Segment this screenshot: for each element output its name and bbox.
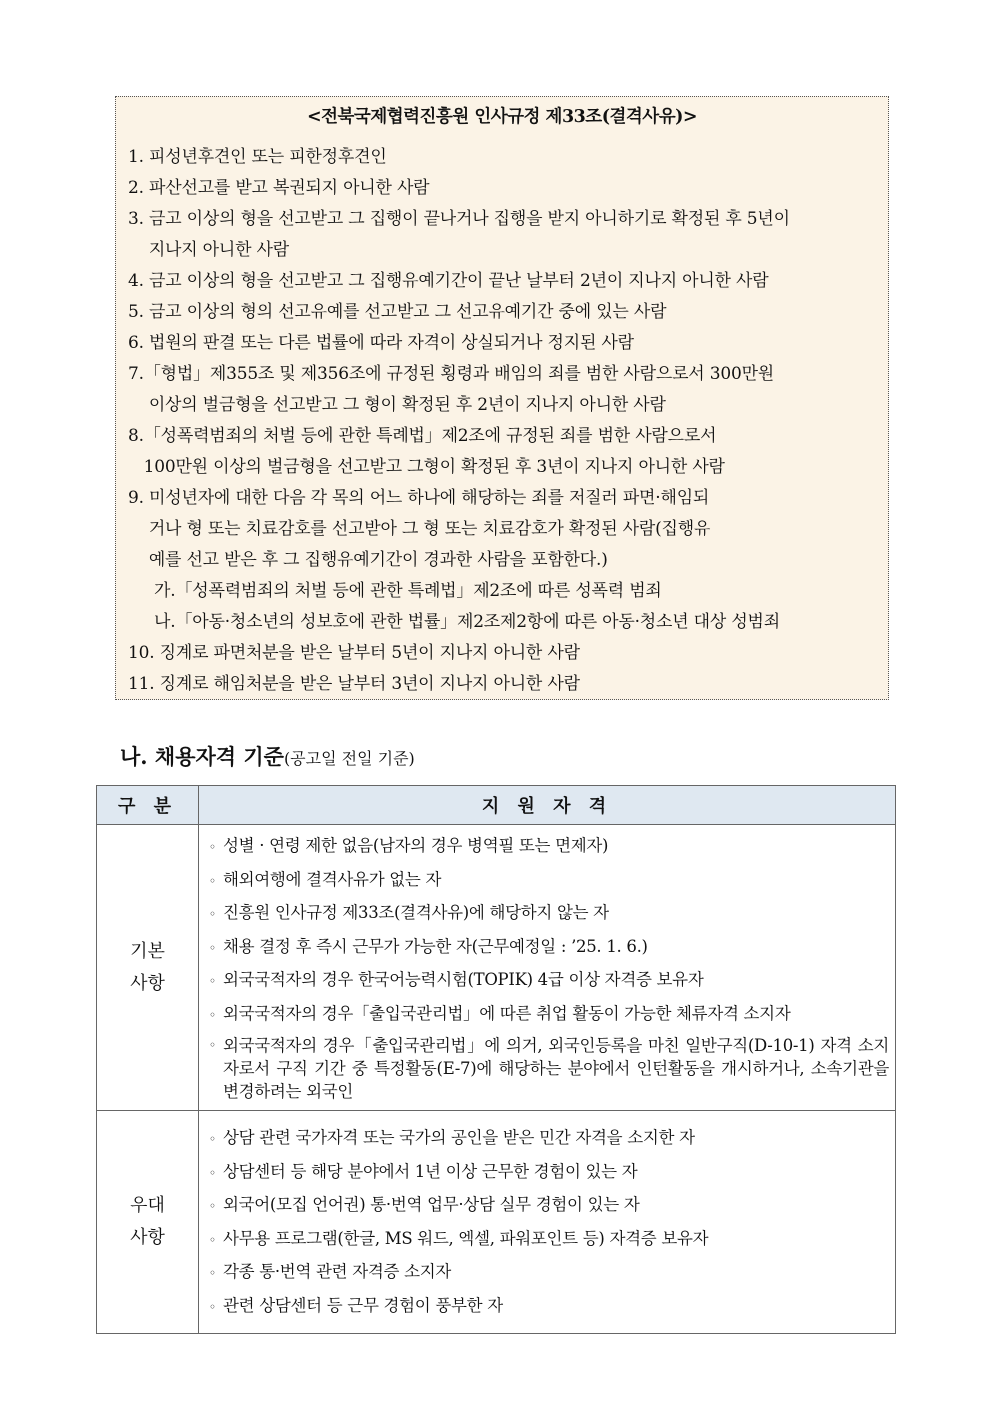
list-item: ◦ 채용 결정 후 즉시 근무가 가능한 자(근무예정일 : ’25. 1. 6.)	[199, 931, 895, 965]
list-item: ◦ 각종 통·번역 관련 자격증 소지자	[199, 1256, 895, 1290]
bullet-icon: ◦	[209, 1232, 216, 1247]
list-item: 지나지 아니한 사람	[128, 240, 289, 260]
table-row-preferred	[97, 1111, 896, 1334]
header-qualifications: 지 원 자 격	[199, 786, 896, 825]
items-cell	[199, 1111, 896, 1334]
category-cell	[97, 1111, 199, 1334]
list-item: 거나 형 또는 치료감호를 선고받아 그 형 또는 치료감호가 확정된 사람(집행유	[128, 519, 711, 539]
list-item: ◦ 해외여행에 결격사유가 없는 자	[199, 864, 895, 898]
list-item: ◦ 진흥원 인사규정 제33조(결격사유)에 해당하지 않는 자	[199, 897, 895, 931]
list-item: ◦ 상담센터 등 해당 분야에서 1년 이상 근무한 경험이 있는 자	[199, 1156, 895, 1190]
list-item: 나.「아동·청소년의 성보호에 관한 법률」제2조제2항에 따른 아동·청소년 대상 성범죄	[128, 612, 780, 632]
list-item: ◦ 관련 상담센터 등 근무 경험이 풍부한 자	[199, 1290, 895, 1324]
header-category: 구 분	[97, 786, 199, 825]
preference-list	[199, 1111, 895, 1333]
bullet-icon: ◦	[209, 1199, 216, 1213]
list-item: 4. 금고 이상의 형을 선고받고 그 집행유예기간이 끝난 날부터 2년이 지나지 아니한 사람	[128, 271, 769, 291]
list-item: 2. 파산선고를 받고 복권되지 아니한 사람	[128, 178, 430, 198]
list-item: ◦ 성별 · 연령 제한 없음(남자의 경우 병역필 또는 면제자)	[199, 830, 895, 864]
list-item: 8.「성폭력범죄의 처벌 등에 관한 특례법」제2조에 규정된 죄를 범한 사람으로서	[128, 426, 717, 446]
list-item: ◦ 외국국적자의 경우「출입국관리법」에 따른 취업 활동이 가능한 체류자격 소지자	[199, 998, 895, 1032]
bullet-icon: ◦	[209, 940, 216, 955]
list-item: ◦ 상담 관련 국가자격 또는 국가의 공인을 받은 민간 자격을 소지한 자	[199, 1122, 895, 1156]
list-item: 7.「형법」제355조 및 제356조에 규정된 횡령과 배임의 죄를 범한 사람으로서 300만원	[128, 364, 775, 384]
list-item: 가.「성폭력범죄의 처벌 등에 관한 특례법」제2조에 따른 성폭력 범죄	[128, 581, 662, 601]
bullet-icon: ◦	[209, 974, 216, 988]
bullet-icon: ◦	[209, 840, 216, 854]
table-row-basic	[97, 825, 896, 1111]
category-label: 우대	[130, 1195, 165, 1216]
category-label: 기본	[130, 940, 165, 962]
disqualification-list	[128, 142, 884, 700]
section-title: 나. 채용자격 기준	[120, 744, 284, 769]
box-title: <전북국제협력진흥원 인사규정 제33조(결격사유)>	[306, 107, 698, 127]
items-cell	[199, 825, 896, 1111]
bullet-icon: ◦	[209, 1132, 216, 1146]
list-item: 예를 선고 받은 후 그 집행유예기간이 경과한 사람을 포함한다.)	[128, 550, 608, 570]
bullet-icon: ◦	[209, 873, 216, 888]
table-header-row	[97, 786, 896, 825]
bullet-icon: ◦	[209, 1007, 216, 1022]
bullet-icon: ◦	[209, 1299, 216, 1314]
list-item: ◦ 외국국적자의 경우「출입국관리법」에 의거, 외국인등록을 마친 일반구직(D-10-1) 자격 소지자로서 구직 기간 중 특정활동(E-7)에 해당하는 분야에서 인턴활동을 개시하거나, 소속기관을 변경하려는 외국인	[209, 1036, 889, 1101]
list-item: ◦ 사무용 프로그램(한글, MS 워드, 엑셀, 파워포인트 등) 자격증 보유자	[199, 1223, 895, 1257]
bullet-icon: ◦	[209, 1266, 216, 1280]
list-item: 1. 피성년후견인 또는 피한정후견인	[128, 147, 387, 167]
list-item: 6. 법원의 판결 또는 다른 법률에 따라 자격이 상실되거나 정지된 사람	[128, 333, 634, 353]
bullet-icon: ◦	[209, 907, 216, 921]
list-item: ◦ 외국국적자의 경우 한국어능력시험(TOPIK) 4급 이상 자격증 보유자	[199, 964, 895, 998]
list-item: 10. 징계로 파면처분을 받은 날부터 5년이 지나지 아니한 사람	[128, 643, 580, 663]
category-label: 사항	[130, 972, 165, 994]
category-cell	[97, 825, 199, 1111]
list-item: 5. 금고 이상의 형의 선고유예를 선고받고 그 선고유예기간 중에 있는 사람	[128, 302, 667, 322]
list-item: 이상의 벌금형을 선고받고 그 형이 확정된 후 2년이 지나지 아니한 사람	[128, 395, 666, 415]
list-item: 100만원 이상의 벌금형을 선고받고 그형이 확정된 후 3년이 지나지 아니한 사람	[128, 457, 725, 477]
bullet-icon: ◦	[209, 1165, 216, 1180]
list-item: 9. 미성년자에 대한 다음 각 목의 어느 하나에 해당하는 죄를 저질러 파면·해임되	[128, 488, 710, 508]
qualification-table	[96, 785, 896, 1334]
requirement-list	[199, 825, 895, 1110]
list-item: 3. 금고 이상의 형을 선고받고 그 집행이 끝나거나 집행을 받지 아니하기로 확정된 후 5년이	[128, 209, 790, 229]
list-item: 11. 징계로 해임처분을 받은 날부터 3년이 지나지 아니한 사람	[128, 674, 580, 694]
list-item: ◦ 외국어(모집 언어권) 통·번역 업무·상담 실무 경험이 있는 자	[199, 1189, 895, 1223]
section-heading	[120, 741, 415, 771]
section-subtitle: (공고일 전일 기준)	[283, 749, 415, 768]
bullet-icon: ◦	[209, 1038, 216, 1052]
category-label: 사항	[130, 1227, 165, 1248]
disqualification-box	[115, 96, 889, 700]
